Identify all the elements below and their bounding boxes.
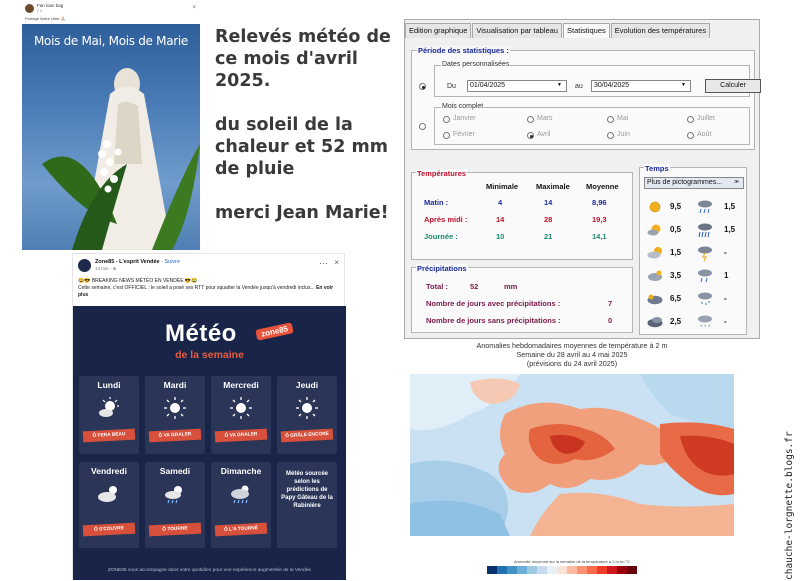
day-label: Ô S'COUVRE (83, 523, 136, 537)
weather-left-value: 6,5 (670, 294, 682, 303)
colorbar (487, 566, 637, 574)
day-name: Mercredi (223, 380, 259, 390)
colorbar-swatch (587, 566, 597, 574)
radio-juillet[interactable] (687, 116, 694, 123)
sun-icon (163, 396, 187, 420)
blog-watermark (780, 410, 800, 580)
apres-midi-min: 14 (496, 215, 505, 224)
heavy-rain-icon (696, 222, 714, 238)
avatar[interactable] (78, 259, 91, 272)
caption-line-1: Relevés météo de ce mois d'avril 2025. (215, 27, 391, 91)
colorbar-swatch (557, 566, 567, 574)
weather-right-value: - (724, 294, 727, 303)
colorbar-swatch (527, 566, 537, 574)
day-label: Ô FERA BEAU (83, 429, 136, 443)
weather-row (644, 313, 744, 333)
weather-left-value: 2,5 (670, 317, 682, 326)
day-card-samedi (145, 462, 205, 548)
calculer-button[interactable]: Calculer (705, 79, 761, 93)
jours-sans-value: 0 (608, 316, 613, 325)
mary-statue-illustration (22, 24, 200, 250)
hail-icon (696, 291, 714, 307)
colorbar-swatch (487, 566, 497, 574)
map-title-3: (prévisions du 24 avril 2025) (526, 359, 618, 368)
day-card-dimanche (211, 462, 271, 548)
total-label: Total : (426, 282, 448, 291)
watermark-text: chauche-lorgnette.blogs.fr (784, 431, 795, 580)
follow-link[interactable]: Suivre (164, 259, 181, 265)
caption-line-2: du soleil de la chaleur et 52 mm de pluie (215, 115, 388, 179)
sun-cloud-icon (646, 222, 664, 238)
day-label: Ô VA GRALER (215, 429, 268, 443)
periode-label: Période des statistiques : (418, 46, 509, 55)
day-name: Jeudi (295, 380, 319, 390)
day-card-note (277, 462, 337, 548)
precipitations-group (411, 264, 633, 333)
weather-row (644, 244, 744, 264)
tab-visualisation-tableau[interactable]: Visualisation par tableau (472, 23, 562, 38)
total-unit: mm (504, 282, 518, 291)
weather-title: Météo (165, 320, 237, 347)
sun-icon (229, 396, 253, 420)
weather-subtitle: de la semaine (175, 349, 244, 361)
facebook-post-mary (22, 0, 200, 250)
day-card-lundi (79, 376, 139, 454)
day-card-mardi (145, 376, 205, 454)
weather-row (644, 221, 744, 241)
cloud-rain-icon (229, 482, 253, 506)
weather-card (73, 306, 346, 580)
statistics-window (404, 19, 760, 339)
map-title-1: Anomalies hebdomadaires moyennes de température à 2 m (476, 341, 668, 350)
col-moyenne: Moyenne (586, 182, 619, 191)
storm-icon (696, 245, 714, 261)
radio-janvier[interactable] (443, 116, 450, 123)
zone85-badge: zone85 (255, 322, 294, 340)
au-label: au (575, 83, 583, 90)
month-aout[interactable]: Août (697, 131, 712, 138)
month-fevrier[interactable]: Février (453, 131, 475, 138)
sun-cloud-icon (97, 396, 121, 420)
weather-footer: ZONE85 vous accompagne dans votre quotidien pour une expérience augmentée de la Vendée (107, 568, 312, 573)
row-journee-label: Journée : (424, 232, 458, 241)
anomaly-map-figure (407, 339, 737, 579)
mois-complet-group (434, 103, 750, 145)
facebook-post-zone85 (72, 253, 345, 579)
weather-right-value: - (724, 248, 727, 257)
jours-avec-value: 7 (608, 299, 613, 308)
jours-avec-label: Nombre de jours avec précipitations : (426, 299, 561, 308)
note-text: Météo sourcée selon les prédictions de Papy Gâteau de la Rabinière (281, 471, 333, 509)
virgin-mary-image (22, 24, 200, 250)
page-name[interactable]: Zone85 - L'esprit Vendée · Suivre (95, 259, 181, 265)
apres-midi-max: 28 (544, 215, 553, 224)
map-graphic (410, 374, 734, 536)
tab-bar (405, 23, 711, 38)
close-icon[interactable]: × (192, 5, 196, 11)
weather-right-value: - (724, 317, 727, 326)
pictogrammes-select[interactable]: Plus de pictogrammes... ≫ (644, 177, 744, 189)
post-time: 14 min · ⊕ (95, 266, 117, 271)
row-matin-label: Matin : (424, 198, 449, 207)
journee-min: 10 (496, 232, 505, 241)
month-janvier[interactable]: Janvier (453, 115, 476, 122)
matin-max: 14 (544, 198, 553, 207)
jours-sans-label: Nombre de jours sans précipitations : (426, 316, 561, 325)
rain-icon (696, 199, 714, 215)
colorbar-swatch (497, 566, 507, 574)
weather-row (644, 290, 744, 310)
colorbar-swatch (597, 566, 607, 574)
day-name: Lundi (97, 380, 121, 390)
col-maximale: Maximale (536, 182, 570, 191)
day-label: Ô VA GRALER (149, 429, 202, 443)
radio-mars[interactable] (527, 116, 534, 123)
close-icon[interactable]: × (334, 258, 339, 267)
month-avril[interactable]: Avril (537, 131, 551, 138)
day-label: Ô GRÂLE ENCORE (281, 429, 334, 443)
see-more-link[interactable]: En voir plus (78, 285, 334, 298)
mois-complet-label: Mois complet (442, 103, 484, 110)
dates-perso-label: Dates personnalisées (442, 61, 510, 68)
colorbar-swatch (517, 566, 527, 574)
month-mai[interactable]: Mai (617, 115, 629, 122)
precipitations-label: Précipitations (417, 264, 467, 273)
journee-avg: 14,1 (592, 232, 607, 241)
day-name: Mardi (163, 380, 187, 390)
journee-max: 21 (544, 232, 553, 241)
post-time: 2 h (37, 9, 42, 13)
tab-evolution-temperatures[interactable]: Evolution des températures (611, 23, 710, 38)
radio-mai[interactable] (607, 116, 614, 123)
europe-anomaly-map (410, 374, 734, 536)
post-text: Protège Notre Uber 🙏🏼 (25, 16, 66, 21)
weather-left-value: 9,5 (670, 202, 682, 211)
col-minimale: Minimale (486, 182, 519, 191)
image-title: Mois de Mai, Mois de Marie (33, 34, 189, 48)
weather-right-value: 1,5 (724, 225, 736, 234)
date-to-select[interactable]: 30/04/2025 ▼ (591, 80, 691, 92)
periode-group (411, 46, 755, 150)
cloud-sun-icon (97, 482, 121, 506)
dates-perso-group (434, 61, 750, 97)
post-text-line-2: Cette semaine, c'est OFFICIEL : le soleil a posé ses RTT pour squatter la Vendée jusqu'à vendredi inclus... (78, 285, 315, 291)
caption-line-3: merci Jean Marie! (215, 203, 389, 223)
colorbar-swatch (547, 566, 557, 574)
post-text (78, 278, 340, 299)
temps-label: Temps (645, 164, 669, 173)
day-card-vendredi (79, 462, 139, 548)
day-name: Vendredi (91, 466, 127, 476)
weather-left-value: 3,5 (670, 271, 682, 280)
weather-left-value: 1,5 (670, 248, 682, 257)
row-apres-midi-label: Après midi : (424, 215, 468, 224)
weather-right-value: 1,5 (724, 202, 736, 211)
cloud-sun-icon (646, 245, 664, 261)
tab-statistiques[interactable]: Statistiques (563, 23, 610, 38)
more-options-icon[interactable]: ··· (319, 258, 328, 268)
radio-fevrier[interactable] (443, 132, 450, 139)
apres-midi-avg: 19,3 (592, 215, 607, 224)
colorbar-swatch (567, 566, 577, 574)
cloud-icon (646, 268, 664, 284)
rain-cloud-icon (696, 268, 714, 284)
radio-aout[interactable] (687, 132, 694, 139)
sun-icon (646, 199, 664, 215)
du-label: Du (447, 83, 456, 90)
temperatures-label: Températures (417, 169, 467, 178)
day-name: Samedi (159, 466, 191, 476)
day-card-mercredi (211, 376, 271, 454)
dark-cloud-icon (646, 291, 664, 307)
matin-avg: 8,96 (592, 198, 607, 207)
total-value: 52 (470, 282, 479, 291)
radio-juin[interactable] (607, 132, 614, 139)
svg-text:* * *: * * * (700, 325, 711, 330)
day-label: Ô L'A TOURNÉ (215, 523, 268, 537)
month-mars[interactable]: Mars (537, 115, 553, 122)
sun-icon (295, 396, 319, 420)
matin-min: 4 (498, 198, 503, 207)
overcast-icon (646, 314, 664, 330)
weather-row (644, 267, 744, 287)
temps-group (639, 164, 747, 335)
radio-avril[interactable] (527, 132, 534, 139)
temperatures-group (411, 169, 633, 260)
weather-row (644, 198, 744, 218)
date-from-select[interactable]: 01/04/2025 ▼ (467, 80, 567, 92)
snow-icon (696, 314, 714, 330)
radio-mois-complet[interactable] (419, 123, 426, 130)
colorbar-swatch (607, 566, 617, 574)
colorbar-swatch (617, 566, 627, 574)
post-header (22, 2, 200, 22)
colorbar-label: Anomalie moyenne sur la semaine de la température à 2 m en °C (513, 559, 631, 564)
sun-rain-icon (163, 482, 187, 506)
caption-text (215, 26, 400, 246)
month-juillet[interactable]: Juillet (697, 115, 715, 122)
month-juin[interactable]: Juin (617, 131, 630, 138)
day-card-jeudi (277, 376, 337, 454)
avatar[interactable] (25, 4, 34, 13)
map-title-2: Semaine du 28 avril au 4 mai 2025 (516, 350, 628, 359)
day-label: Ô TOURNE (149, 523, 202, 537)
day-name: Dimanche (220, 466, 262, 476)
tab-edition-graphique[interactable]: Edition graphique (405, 23, 471, 38)
post-text-line-1: 😂😎 BREAKING NEWS MÉTÉO EN VENDÉE 😎😂 (78, 278, 198, 284)
post-author[interactable]: Fan loan bag (37, 3, 64, 8)
colorbar-swatch (577, 566, 587, 574)
radio-dates-perso[interactable] (419, 83, 426, 90)
weather-right-value: 1 (724, 271, 729, 280)
weather-left-value: 0,5 (670, 225, 682, 234)
colorbar-swatch (507, 566, 517, 574)
colorbar-swatch (627, 566, 637, 574)
colorbar-swatch (537, 566, 547, 574)
